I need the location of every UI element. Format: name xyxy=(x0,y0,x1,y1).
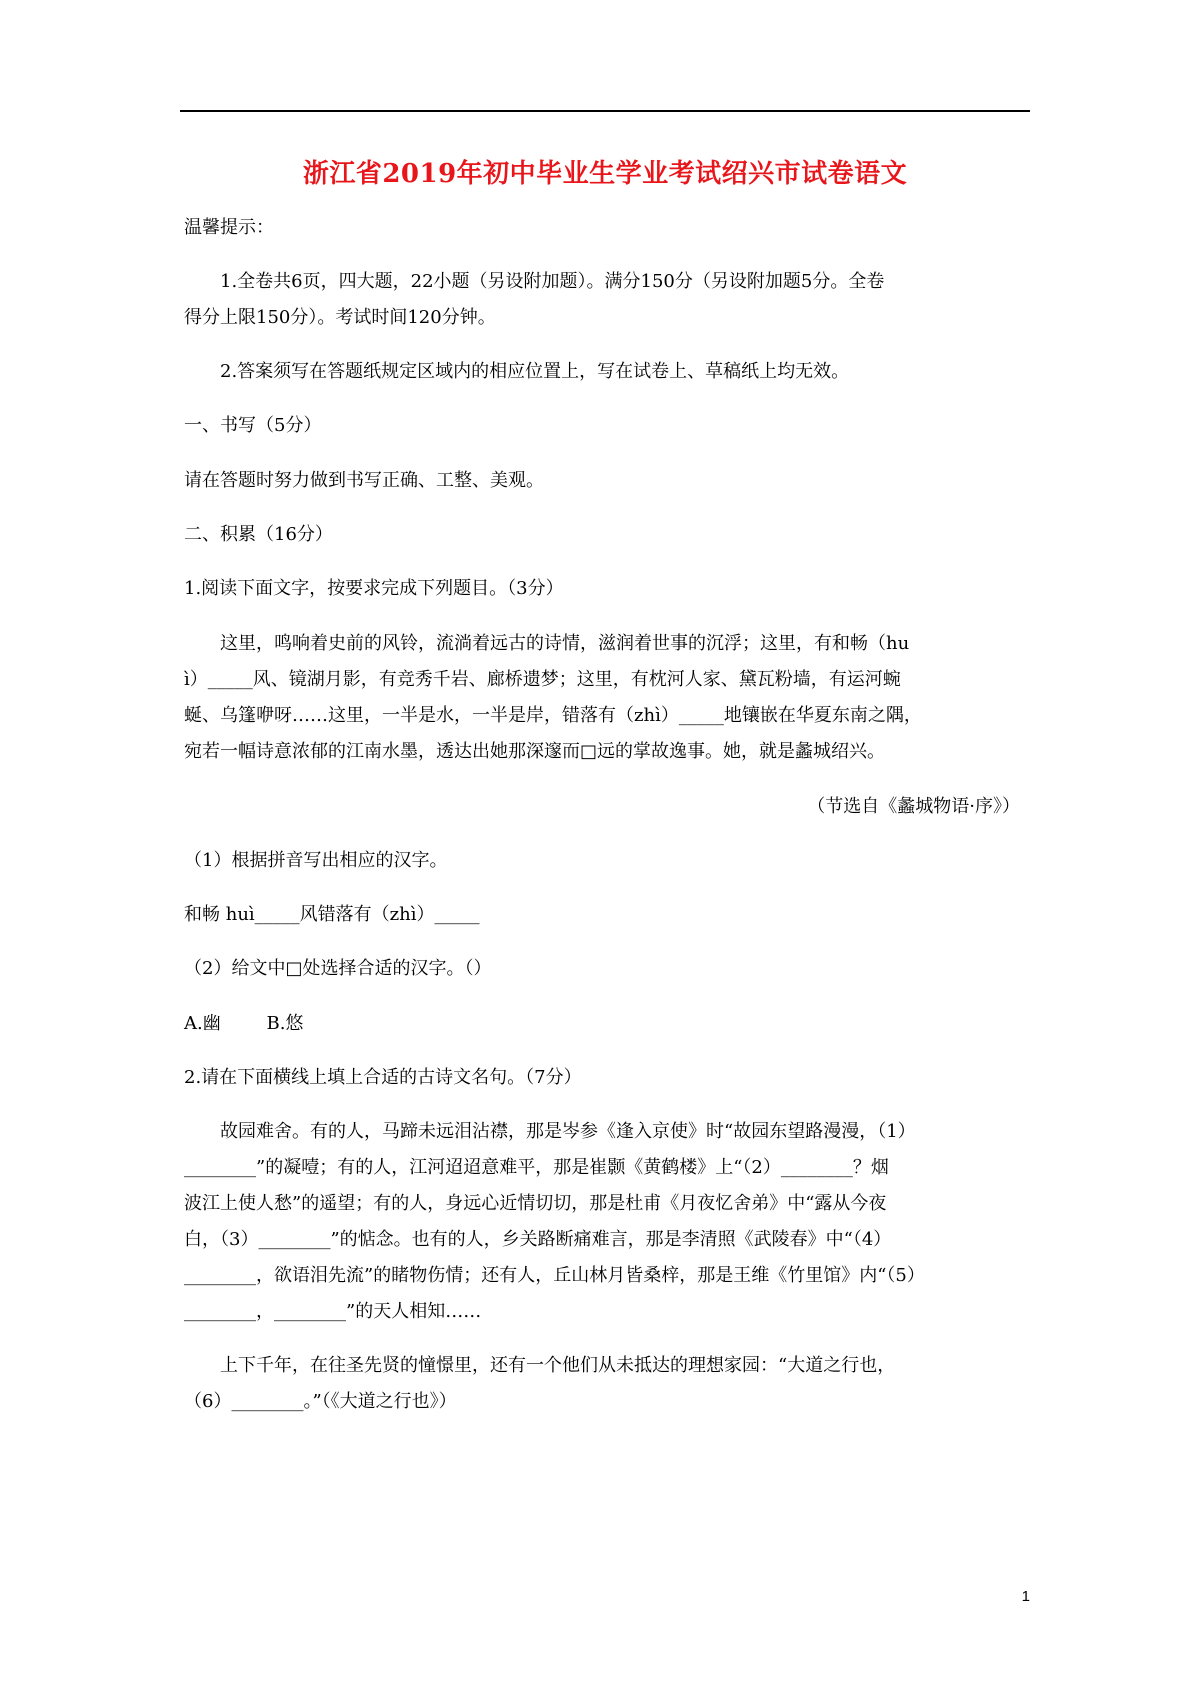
exam-title: 浙江省2019年初中毕业生学业考试绍兴市试卷语文 xyxy=(302,159,908,189)
subquestion-2-options: A.幽 B.悠 xyxy=(184,1013,304,1034)
notice-item-2: 2.答案须写在答题纸规定区域内的相应位置上，写在试卷上、草稿纸上均无效。 xyxy=(220,361,850,382)
notice-item-1-line-1: 1.全卷共6页，四大题，22小题（另设附加题）。满分150分（另设附加题5分。全卷 xyxy=(220,271,885,292)
question-1-prompt: 1.阅读下面文字，按要求完成下列题目。（3分） xyxy=(184,578,564,599)
question-2-prompt: 2.请在下面横线上填上合适的古诗文名句。（7分） xyxy=(184,1067,582,1088)
poem-passage-line-2: ________”的凝噎；有的人，江河迢迢意难平，那是崔颢《黄鹤楼》上“（2）________？烟 xyxy=(184,1157,889,1178)
notice-item-1-line-2: 得分上限150分）。考试时间120分钟。 xyxy=(184,307,496,328)
poem-passage-line-1: 故园难舍。有的人，马蹄未远泪沾襟，那是岑参《逢入京使》时“故园东望路漫漫，（1） xyxy=(220,1121,916,1142)
passage-line-3: 蜒、乌篷咿呀……这里，一半是水，一半是岸，错落有（zhì）_____地镶嵌在华夏东南之隅， xyxy=(184,705,922,726)
section-1-heading: 一、书写（5分） xyxy=(184,415,322,436)
section-1-instruction: 请在答题时努力做到书写正确、工整、美观。 xyxy=(184,470,544,491)
subquestion-1-prompt: （1）根据拼音写出相应的汉字。 xyxy=(184,850,448,871)
page-number: 1 xyxy=(1021,1588,1030,1605)
passage-source: （节选自《蠡城物语·序》） xyxy=(807,796,1020,817)
notice-heading: 温馨提示： xyxy=(184,217,274,238)
subquestion-2-prompt: （2）给文中□处选择合适的汉字。（） xyxy=(184,958,492,979)
passage-line-2: ì）_____风、镜湖月影，有竞秀千岩、廊桥遗梦；这里，有枕河人家、黛瓦粉墙，有运河蜿 xyxy=(184,669,901,690)
poem-passage-line-6: ________，________”的天人相知…… xyxy=(184,1301,482,1322)
poem-passage-line-4: 白，（3）________”的惦念。也有的人，乡关路断痛难言，那是李清照《武陵春》中“（4） xyxy=(184,1229,892,1250)
subquestion-1-blanks: 和畅 huì_____风错落有（zhì）_____ xyxy=(184,904,480,925)
poem-passage-line-5: ________，欲语泪先流”的睹物伤情；还有人，丘山林月皆桑梓，那是王维《竹里馆》内“（5） xyxy=(184,1265,925,1286)
poem-passage-line-3: 波江上使人愁”的遥望；有的人，身远心近情切切，那是杜甫《月夜忆舍弟》中“露从今夜 xyxy=(184,1193,887,1214)
ideal-passage-line-1: 上下千年，在往圣先贤的憧憬里，还有一个他们从未抵达的理想家园：“大道之行也， xyxy=(220,1355,896,1376)
section-2-heading: 二、积累（16分） xyxy=(184,524,333,545)
header-rule xyxy=(180,110,1030,112)
ideal-passage-line-2: （6）________。”（《大道之行也》） xyxy=(184,1391,457,1412)
passage-line-1: 这里，鸣响着史前的风铃，流淌着远古的诗情，滋润着世事的沉浮；这里，有和畅（hu xyxy=(220,633,910,654)
passage-line-4: 宛若一幅诗意浓郁的江南水墨，透达出她那深邃而□远的掌故逸事。她，就是蠡城绍兴。 xyxy=(184,741,886,762)
